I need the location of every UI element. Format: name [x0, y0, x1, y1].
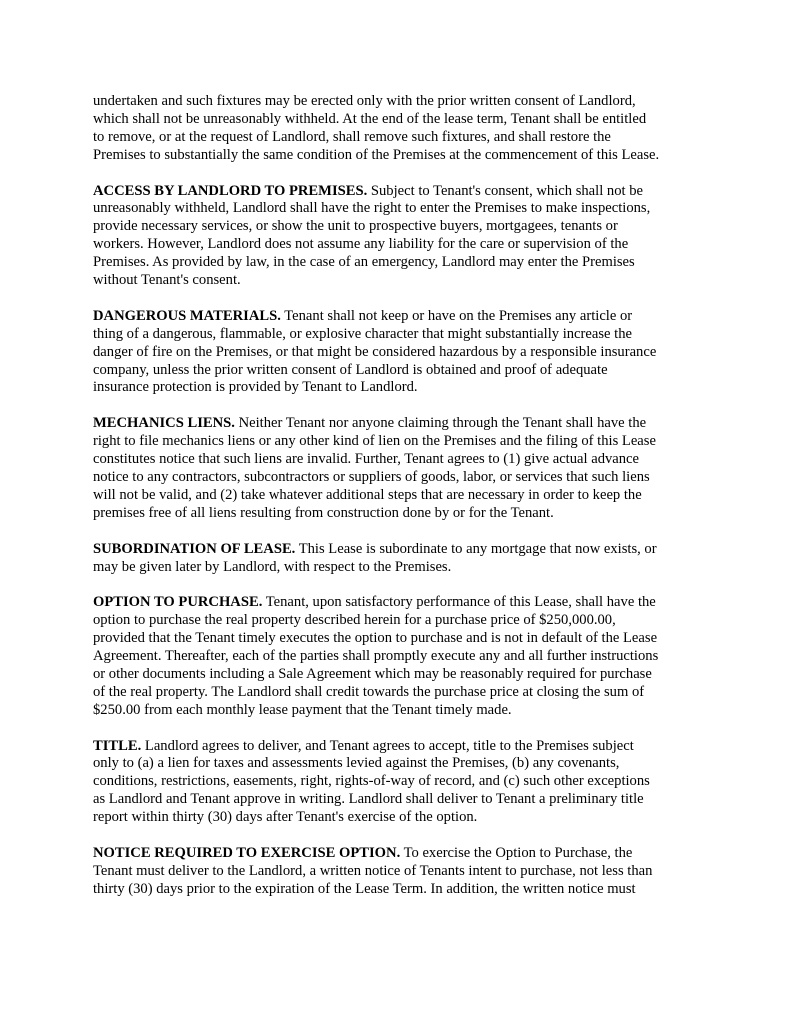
paragraph-fixtures: [93, 93, 703, 165]
paragraph-mechanics-liens: [93, 415, 703, 522]
paragraph-heading: DANGEROUS MATERIALS.: [93, 307, 281, 324]
paragraph-heading: ACCESS BY LANDLORD TO PREMISES.: [93, 182, 368, 199]
paragraph-heading: TITLE.: [93, 737, 142, 754]
document-page: [93, 93, 703, 917]
paragraph-subordination: [93, 541, 703, 577]
paragraph-heading: OPTION TO PURCHASE.: [93, 594, 263, 611]
paragraph-body: Neither Tenant nor anyone claiming through the Tenant shall have the right to file mechanics liens or any other kind of lien on the Premises and the filing of this Lease constitutes notice that such liens are invalid. Further, Tenant agrees to (1) give actual advance notice to any contractors, subcontractors or suppliers of goods, labor, or services that such liens will not be valid, and (2) take whatever additional steps that are necessary in order to keep the premises free of all liens resulting from construction done by or for the Tenant.: [93, 415, 656, 521]
paragraph-dangerous-materials: [93, 308, 703, 398]
paragraph-body: Tenant, upon satisfactory performance of this Lease, shall have the option to purchase the real property described herein for a purchase price of $250,000.00, provided that the Tenant timely executes the option to purchase and is not in default of the Lease Agreement. Thereafter, each of the parties shall promptly execute any and all further instructions or other documents including a Sale Agreement which may be reasonably required for purchase of the real property. The Landlord shall credit towards the purchase price at closing the sum of $250.00 from each monthly lease payment that the Tenant timely made.: [93, 594, 659, 718]
paragraph-body: undertaken and such fixtures may be erected only with the prior written consent of Landlord, which shall not be unreasonably withheld. At the end of the lease term, Tenant shall be entitled to remove, or at the request of Landlord, shall remove such fixtures, and shall restore the Premises to substantially the same condition of the Premises at the commencement of this Lease.: [93, 93, 660, 163]
paragraph-title: [93, 738, 703, 828]
paragraph-body: Tenant shall not keep or have on the Premises any article or thing of a dangerous, flammable, or explosive character that might substantially increase the danger of fire on the Premises, or that might be considered hazardous by a responsible insurance company, unless the prior written consent of Landlord is obtained and proof of adequate insurance protection is provided by Tenant to Landlord.: [93, 307, 657, 396]
paragraph-body: To exercise the Option to Purchase, the Tenant must deliver to the Landlord, a written notice of Tenants intent to purchase, not less than thirty (30) days prior to the expiration of the Lease Term. In addition, the written notice must: [93, 844, 653, 897]
paragraph-notice-required: [93, 845, 703, 899]
paragraph-heading: SUBORDINATION OF LEASE.: [93, 540, 296, 557]
paragraph-heading: NOTICE REQUIRED TO EXERCISE OPTION.: [93, 844, 401, 861]
paragraph-body: Subject to Tenant's consent, which shall not be unreasonably withheld, Landlord shall have the right to enter the Premises to make inspections, provide necessary services, or show the unit to prospective buyers, mortgagees, tenants or workers. However, Landlord does not assume any liability for the care or supervision of the Premises. As provided by law, in the case of an emergency, Landlord may enter the Premises without Tenant's consent.: [93, 182, 651, 289]
paragraph-body: This Lease is subordinate to any mortgage that now exists, or may be given later by Landlord, with respect to the Premises.: [93, 540, 657, 575]
paragraph-access-by-landlord: [93, 183, 703, 290]
paragraph-option-to-purchase: [93, 594, 703, 719]
paragraph-body: Landlord agrees to deliver, and Tenant agrees to accept, title to the Premises subject only to (a) a lien for taxes and assessments levied against the Premises, (b) any covenants, conditions, restrictions, easements, right, rights-of-way of record, and (c) such other exceptions as Landlord and Tenant approve in writing. Landlord shall deliver to Tenant a preliminary title report within thirty (30) days after Tenant's exercise of the option.: [93, 737, 650, 826]
paragraph-heading: MECHANICS LIENS.: [93, 415, 235, 432]
